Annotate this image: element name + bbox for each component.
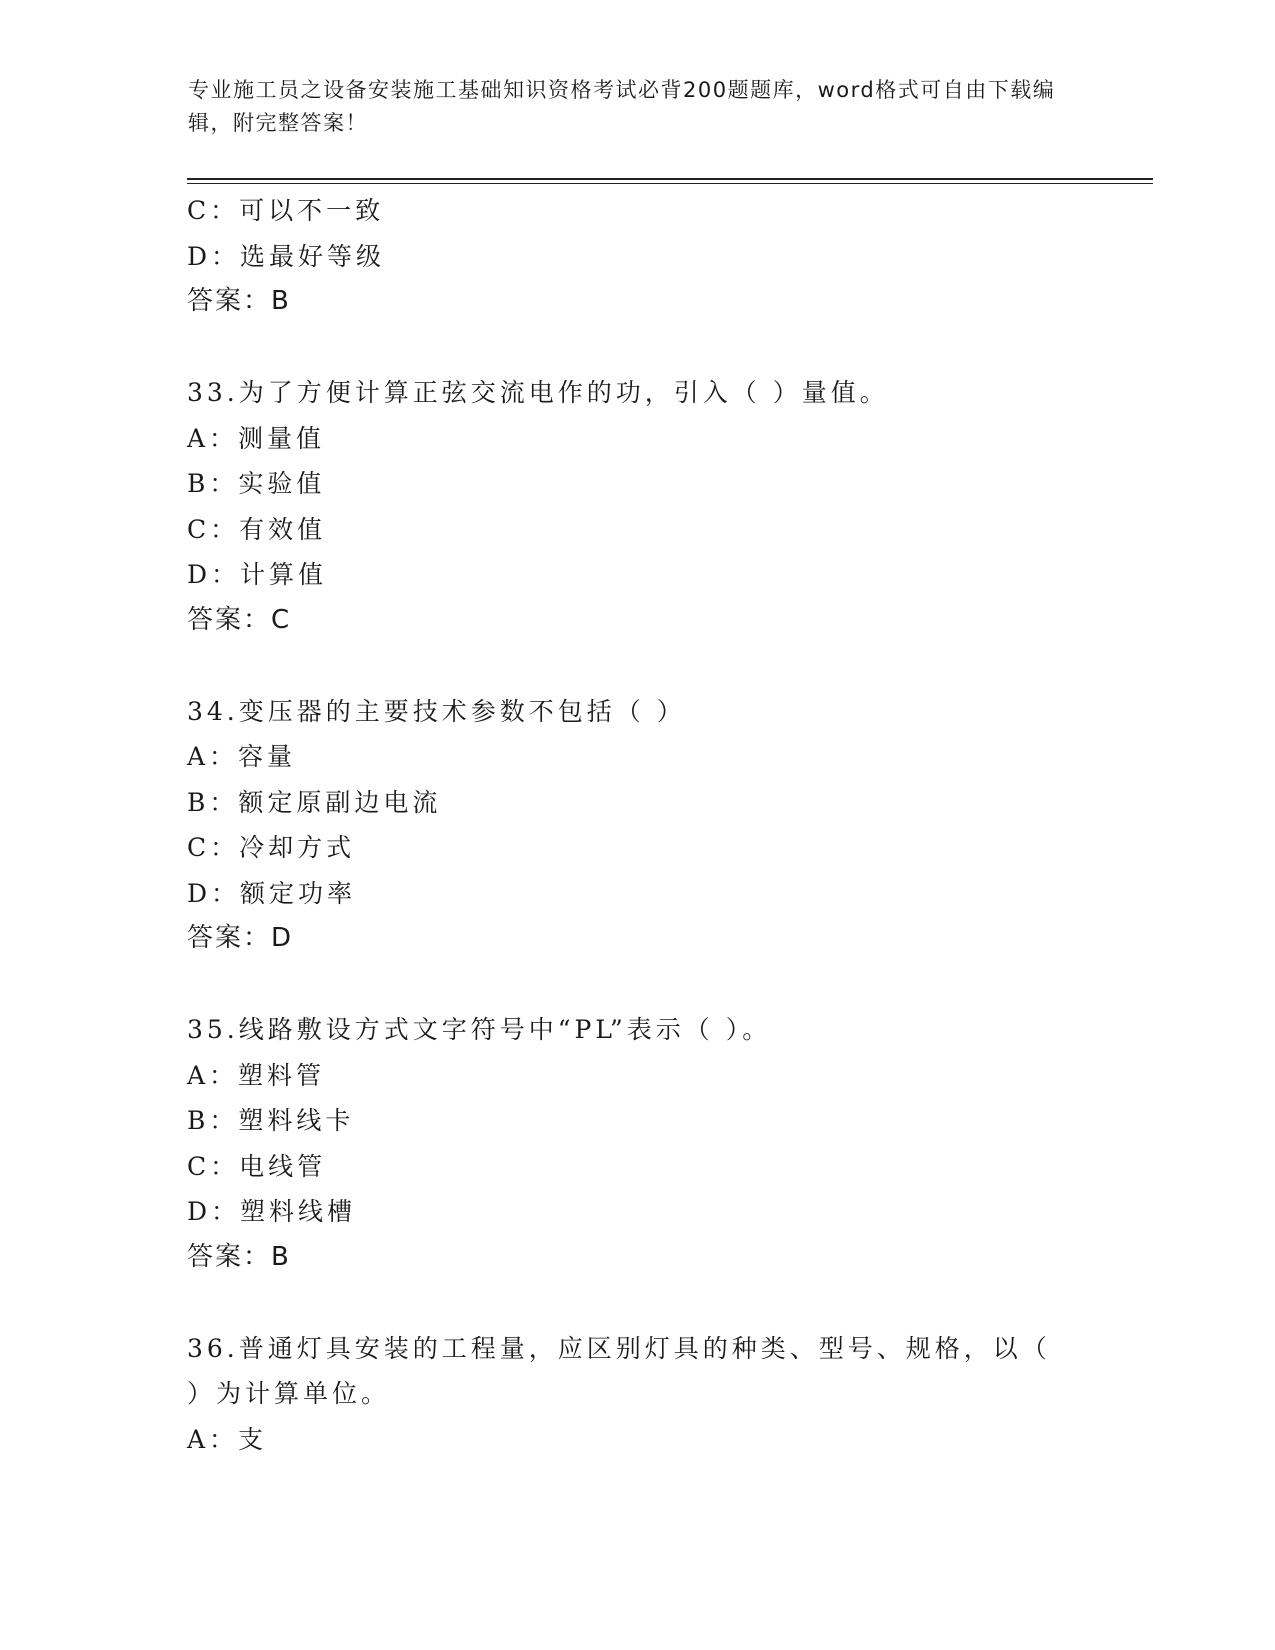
- option-c: C：冷却方式: [187, 833, 356, 862]
- answer: 答案：D: [187, 923, 294, 953]
- option-d: D：计算值: [187, 560, 328, 589]
- answer: 答案：B: [187, 286, 291, 316]
- option-a: A：支: [187, 1424, 268, 1454]
- question-stem: 34.变压器的主要技术参数不包括（ ）: [187, 696, 686, 726]
- option-b: B：实验值: [187, 469, 326, 498]
- question-stem-continued: ）为计算单位。: [187, 1379, 391, 1408]
- answer: 答案：B: [187, 1241, 291, 1272]
- option-a: A：测量值: [187, 423, 326, 453]
- option-b: B：塑料线卡: [187, 1106, 355, 1135]
- option-d: D：塑料线槽: [187, 1197, 357, 1226]
- question-stem: 33.为了方便计算正弦交流电作的功，引入（ ）量值。: [187, 378, 889, 407]
- option-c: C：可以不一致: [187, 196, 385, 225]
- header-rule-thick: [187, 178, 1153, 180]
- option-a: A：塑料管: [187, 1060, 326, 1090]
- option-b: B：额定原副边电流: [187, 787, 442, 817]
- option-c: C：电线管: [187, 1151, 327, 1181]
- answer: 答案：C: [187, 604, 292, 635]
- document-header: 专业施工员之设备安装施工基础知识资格考试必背200题题库，word格式可自由下载编辑，附完整答案！: [188, 78, 1056, 135]
- option-c: C：有效值: [187, 514, 327, 544]
- option-d: D：额定功率: [187, 878, 357, 908]
- header-rule-thin: [187, 183, 1153, 184]
- option-a: A：容量: [187, 742, 297, 771]
- question-content: [187, 188, 1067, 1462]
- question-stem: 35.线路敷设方式文字符号中“PL”表示（ ）。: [187, 1015, 772, 1044]
- option-d: D：选最好等级: [187, 241, 386, 271]
- question-stem: 36.普通灯具安装的工程量，应区别灯具的种类、型号、规格，以（: [187, 1333, 1051, 1363]
